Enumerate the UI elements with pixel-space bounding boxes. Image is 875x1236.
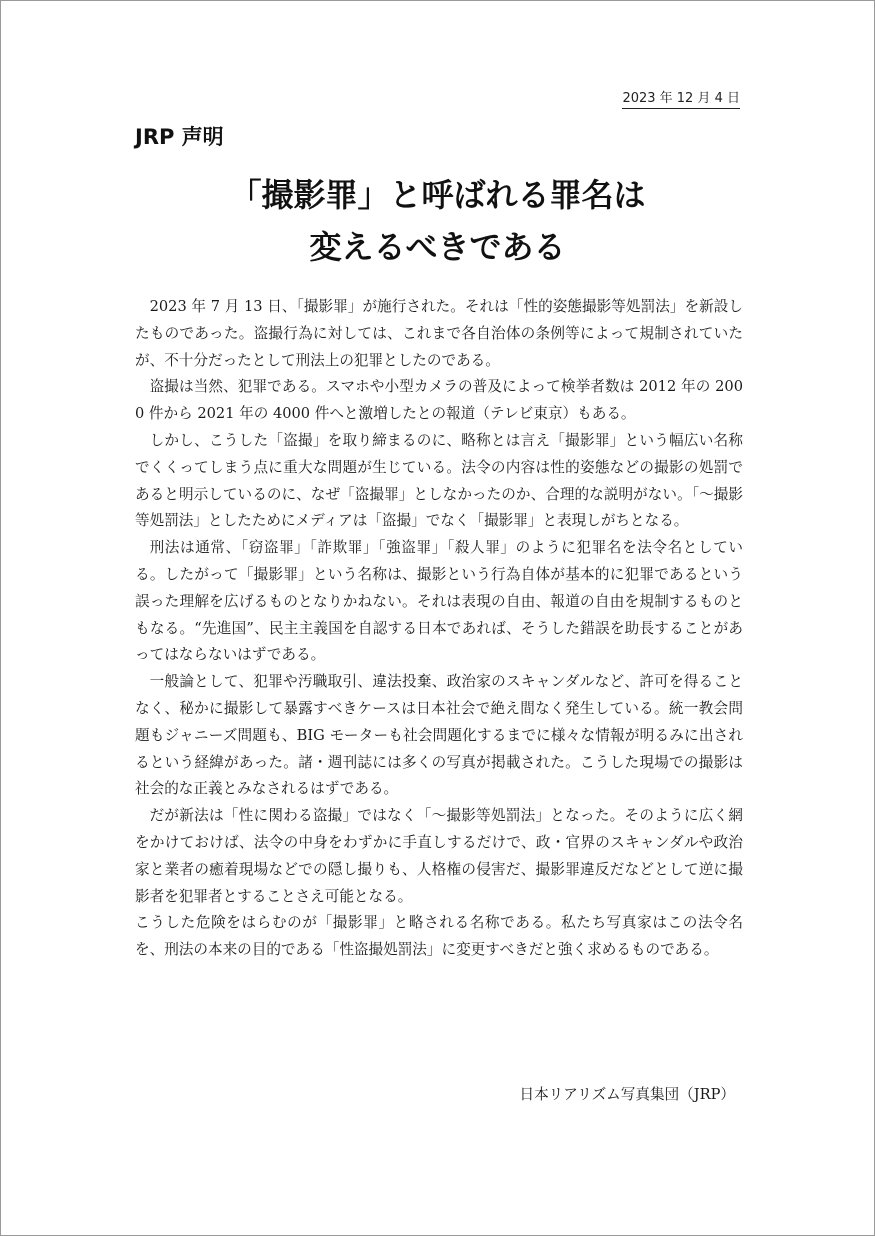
paragraph-1: 2023 年 7 月 13 日、「撮影罪」が施行された。それは「性的姿態撮影等処罰法」を新設したものであった。盗撮行為に対しては、これまで各自治体の条例等によって規制されていたが、不十分だったとして刑法上の犯罪としたのである。: [135, 298, 743, 369]
paragraph-4: 刑法は通常、「窃盗罪」「詐欺罪」「強盗罪」「殺人罪」のように犯罪名を法令名としている。したがって「撮影罪」という名称は、撮影という行為自体が基本的に犯罪であるという誤った理解を広げるものとなりかねない。それは表現の自由、報道の自由を規制するものともなる。“先進国”、民主主義国を自認する日本であれば、そうした錯誤を助長することがあってはならないはずである。: [135, 539, 743, 664]
statement-label: JRP 声明: [135, 125, 224, 149]
page-title: [1, 169, 874, 273]
paragraph-7: こうした危険をはらむのが「撮影罪」と略される名称である。私たち写真家はこの法令名を、刑法の本来の目的である「性盗撮処罰法」に変更すべきだと強く求めるものである。: [135, 914, 743, 959]
paragraph-2: 盗撮は当然、犯罪である。スマホや小型カメラの普及によって検挙者数は 2012 年の 2000 件から 2021 年の 4000 件へと激増したとの報道（テレビ東京）もある。: [135, 378, 743, 423]
title-line-2: 変えるべきである: [309, 228, 566, 266]
signature: 日本リアリズム写真集団（JRP）: [519, 1086, 735, 1103]
paragraph-5: 一般論として、犯罪や汚職取引、違法投棄、政治家のスキャンダルなど、許可を得ることなく、秘かに撮影して暴露すべきケースは日本社会で絶え間なく発生している。統一教会問題もジャニーズ問題も、BIG モーターも社会問題化するまでに様々な情報が明るみに出されるという経緯があった。諸・週刊誌には多くの写真が掲載された。こうした現場での撮影は社会的な正義とみなされるはずである。: [135, 673, 743, 798]
issue-date: 2023 年 12 月 4 日: [622, 90, 740, 109]
statement-body: [135, 294, 743, 964]
paragraph-6: だが新法は「性に関わる盗撮」ではなく「～撮影等処罰法」となった。そのように広く網をかけておけば、法令の中身をわずかに手直しするだけで、政・官界のスキャンダルや政治家と業者の癒着現場などでの隠し撮りも、人格権の侵害だ、撮影罪違反だなどとして逆に撮影者を犯罪者とすることさえ可能となる。: [135, 807, 743, 905]
paragraph-3: しかし、こうした「盗撮」を取り締まるのに、略称とは言え「撮影罪」という幅広い名称でくくってしまう点に重大な問題が生じている。法令の内容は性的姿態などの撮影の処罰であると明示しているのに、なぜ「盗撮罪」としなかったのか、合理的な説明がない。「～撮影等処罰法」としたためにメディアは「盗撮」でなく「撮影罪」と表現しがちとなる。: [135, 431, 743, 530]
title-line-1: 「撮影罪」と呼ばれる罪名は: [229, 176, 646, 214]
